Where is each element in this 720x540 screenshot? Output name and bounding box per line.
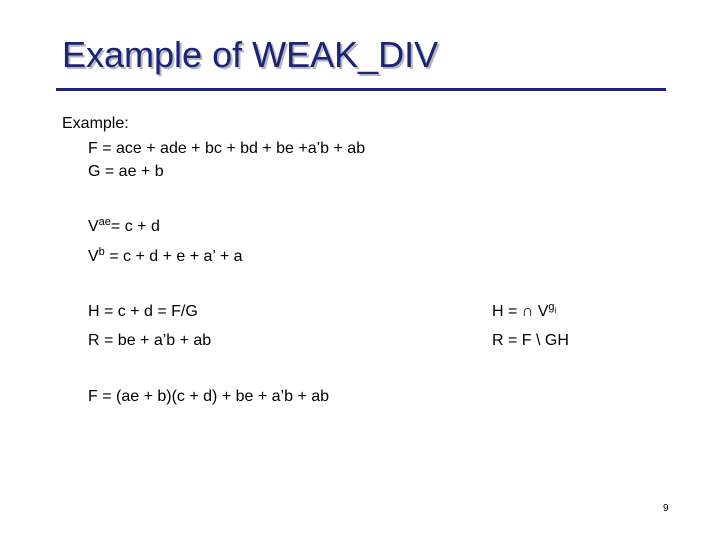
slide-title: Example of WEAK_DIV <box>62 34 439 75</box>
f-definition: F = ace + ade + bc + bd + be +a’b + ab <box>88 140 366 157</box>
page-number: 9 <box>663 503 669 514</box>
h-equation: H = c + d = F/G <box>88 303 198 320</box>
subscript-i: i <box>554 306 557 316</box>
h-general-base: V <box>533 303 549 320</box>
h-general-equation <box>492 301 557 320</box>
h-general-superscript <box>548 301 557 316</box>
vae-base: V <box>88 218 99 235</box>
example-label: Example: <box>62 115 129 132</box>
h-general-prefix: H = <box>492 303 522 320</box>
vb-superscript: b <box>98 246 105 258</box>
vb-equation <box>88 246 243 265</box>
superscript-g: g <box>548 301 555 313</box>
r-general-equation: R = F \ GH <box>492 332 569 349</box>
intersection-symbol: ∩ <box>521 303 534 320</box>
f-final-equation: F = (ae + b)(c + d) + be + a’b + ab <box>88 388 330 405</box>
vae-rhs: = c + d <box>110 218 160 235</box>
g-definition: G = ae + b <box>88 163 164 180</box>
title-underline <box>56 88 666 91</box>
vb-base: V <box>88 248 99 265</box>
vae-superscript: ae <box>98 216 111 228</box>
vb-rhs: = c + d + e + a’ + a <box>104 248 243 265</box>
r-equation: R = be + a’b + ab <box>88 332 212 349</box>
vae-equation <box>88 216 160 235</box>
